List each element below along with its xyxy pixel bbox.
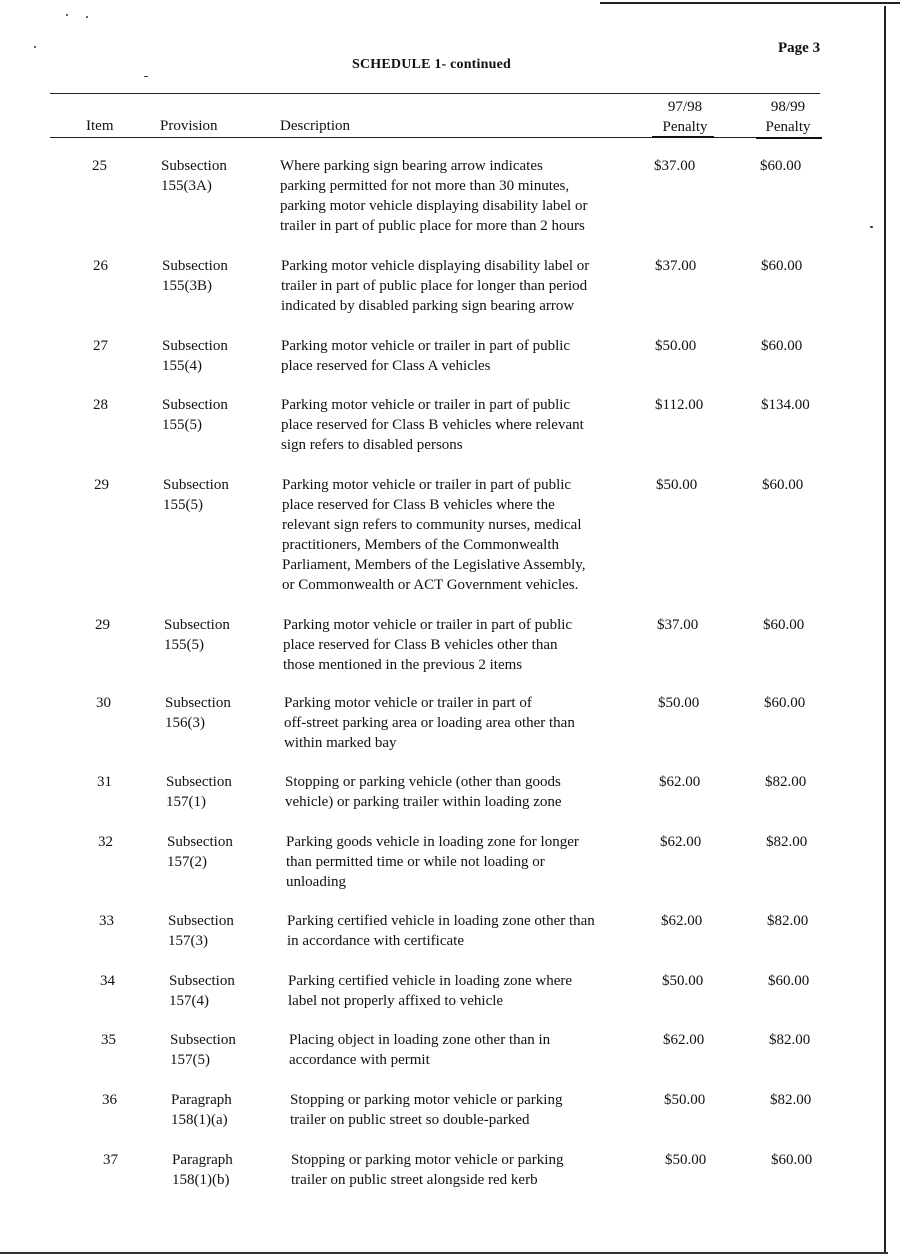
row-item-number: 26 bbox=[93, 258, 108, 274]
provision-line: Subsection bbox=[168, 913, 234, 929]
description-line: within marked bay bbox=[284, 735, 397, 751]
row-penalty-9899: $60.00 bbox=[763, 617, 805, 633]
row-provision bbox=[171, 1090, 281, 1130]
row-penalty-9899: $60.00 bbox=[771, 1152, 813, 1168]
description-line: Stopping or parking motor vehicle or parking bbox=[291, 1152, 564, 1168]
penalty-9899-label: Penalty bbox=[765, 119, 811, 135]
row-description bbox=[288, 971, 633, 1011]
row-item-number: 30 bbox=[96, 695, 111, 711]
row-item-number: 35 bbox=[101, 1032, 116, 1048]
row-provision bbox=[162, 395, 272, 435]
provision-line: Subsection bbox=[167, 834, 233, 850]
row-penalty-9899: $82.00 bbox=[769, 1032, 811, 1048]
schedule-title: SCHEDULE 1- continued bbox=[352, 57, 512, 72]
row-penalty-9899: $82.00 bbox=[767, 913, 809, 929]
provision-line: 157(1) bbox=[166, 794, 206, 810]
row-penalty-9798: $50.00 bbox=[655, 338, 697, 354]
provision-line: 157(3) bbox=[168, 933, 208, 949]
penalty-9899-underline bbox=[756, 137, 822, 139]
row-provision bbox=[168, 911, 278, 951]
scan-speck bbox=[144, 76, 148, 77]
row-provision bbox=[167, 832, 277, 872]
row-penalty-9899: $82.00 bbox=[765, 774, 807, 790]
row-penalty-9798: $50.00 bbox=[664, 1092, 706, 1108]
provision-line: 155(5) bbox=[164, 637, 204, 653]
provision-line: 155(5) bbox=[162, 417, 202, 433]
description-line: parking permitted for not more than 30 minutes, bbox=[280, 178, 570, 194]
row-item-number: 29 bbox=[95, 617, 110, 633]
row-penalty-9798: $50.00 bbox=[662, 973, 704, 989]
provision-line: 155(4) bbox=[162, 358, 202, 374]
row-item-number: 32 bbox=[98, 834, 113, 850]
provision-line: Paragraph bbox=[172, 1152, 233, 1168]
description-line: indicated by disabled parking sign bearing arrow bbox=[281, 298, 575, 314]
description-line: practitioners, Members of the Commonwealth bbox=[282, 537, 560, 553]
provision-line: 155(3A) bbox=[161, 178, 212, 194]
row-provision bbox=[161, 156, 271, 196]
description-line: Parking motor vehicle or trailer in part of public bbox=[281, 397, 571, 413]
description-line: vehicle) or parking trailer within loading zone bbox=[285, 794, 562, 810]
scan-speck bbox=[66, 14, 68, 16]
row-penalty-9798: $62.00 bbox=[660, 834, 702, 850]
row-description bbox=[280, 156, 625, 236]
description-line: trailer on public street alongside red kerb bbox=[291, 1172, 538, 1188]
penalty-9798-year: 97/98 bbox=[667, 99, 703, 115]
row-description bbox=[287, 911, 632, 951]
description-line: Parking motor vehicle displaying disability label or bbox=[281, 258, 590, 274]
provision-line: Subsection bbox=[162, 338, 228, 354]
description-line: Parliament, Members of the Legislative Assembly, bbox=[282, 557, 586, 573]
provision-line: Subsection bbox=[170, 1032, 236, 1048]
row-penalty-9899: $82.00 bbox=[766, 834, 808, 850]
description-line: Stopping or parking vehicle (other than goods bbox=[285, 774, 561, 790]
description-line: Parking motor vehicle or trailer in part of public bbox=[283, 617, 573, 633]
row-provision bbox=[166, 772, 276, 812]
provision-line: Subsection bbox=[165, 695, 231, 711]
row-penalty-9899: $60.00 bbox=[764, 695, 806, 711]
row-description bbox=[284, 693, 629, 753]
description-line: Where parking sign bearing arrow indicates bbox=[280, 158, 543, 174]
scan-speck bbox=[86, 16, 88, 18]
row-penalty-9798: $37.00 bbox=[657, 617, 699, 633]
row-item-number: 34 bbox=[100, 973, 115, 989]
row-penalty-9798: $37.00 bbox=[655, 258, 697, 274]
description-line: trailer in part of public place for longer than period bbox=[281, 278, 588, 294]
description-line: place reserved for Class B vehicles where relevant bbox=[281, 417, 584, 433]
row-penalty-9899: $60.00 bbox=[762, 477, 804, 493]
provision-line: Subsection bbox=[166, 774, 232, 790]
description-line: or Commonwealth or ACT Government vehicles. bbox=[282, 577, 579, 593]
description-line: Parking certified vehicle in loading zone where bbox=[288, 973, 573, 989]
row-penalty-9798: $62.00 bbox=[663, 1032, 705, 1048]
row-provision bbox=[163, 475, 273, 515]
row-description bbox=[285, 772, 630, 812]
page-number: Page 3 bbox=[778, 40, 821, 56]
row-item-number: 31 bbox=[97, 774, 112, 790]
row-description bbox=[282, 475, 627, 595]
row-penalty-9899: $60.00 bbox=[761, 258, 803, 274]
header-top-rule bbox=[50, 93, 820, 94]
row-penalty-9899: $60.00 bbox=[760, 158, 802, 174]
row-provision bbox=[164, 615, 274, 655]
description-line: relevant sign refers to community nurses, medical bbox=[282, 517, 582, 533]
row-description bbox=[290, 1090, 635, 1130]
row-penalty-9798: $37.00 bbox=[654, 158, 696, 174]
row-penalty-9899: $134.00 bbox=[761, 397, 810, 413]
row-item-number: 37 bbox=[103, 1152, 118, 1168]
description-line: parking motor vehicle displaying disability label or bbox=[280, 198, 588, 214]
row-provision bbox=[170, 1030, 280, 1070]
row-description bbox=[291, 1150, 636, 1190]
row-penalty-9899: $60.00 bbox=[768, 973, 810, 989]
description-line: in accordance with certificate bbox=[287, 933, 464, 949]
description-line: Parking certified vehicle in loading zone other than bbox=[287, 913, 595, 929]
penalty-9899-year: 98/99 bbox=[770, 99, 806, 115]
description-line: than permitted time or while not loading or bbox=[286, 854, 545, 870]
column-header-description: Description bbox=[280, 118, 350, 134]
description-line: those mentioned in the previous 2 items bbox=[283, 657, 523, 673]
row-item-number: 36 bbox=[102, 1092, 117, 1108]
provision-line: Subsection bbox=[164, 617, 230, 633]
description-line: Parking motor vehicle or trailer in part of bbox=[284, 695, 532, 711]
row-description bbox=[281, 336, 626, 376]
row-description bbox=[289, 1030, 634, 1070]
row-item-number: 27 bbox=[93, 338, 108, 354]
row-provision bbox=[172, 1150, 282, 1190]
row-item-number: 33 bbox=[99, 913, 114, 929]
scan-speck bbox=[870, 226, 873, 228]
description-line: place reserved for Class B vehicles where the bbox=[282, 497, 555, 513]
row-provision bbox=[169, 971, 279, 1011]
row-penalty-9899: $60.00 bbox=[761, 338, 803, 354]
penalty-9798-underline bbox=[652, 136, 714, 138]
row-description bbox=[283, 615, 628, 675]
description-line: Parking motor vehicle or trailer in part of public bbox=[282, 477, 572, 493]
description-line: accordance with permit bbox=[289, 1052, 430, 1068]
provision-line: Paragraph bbox=[171, 1092, 232, 1108]
description-line: trailer in part of public place for more than 2 hours bbox=[280, 218, 585, 234]
row-description bbox=[281, 395, 626, 455]
provision-line: Subsection bbox=[161, 158, 227, 174]
scan-edge-bottom bbox=[0, 1252, 888, 1254]
scan-edge-right bbox=[884, 6, 886, 1254]
provision-line: Subsection bbox=[169, 973, 235, 989]
penalty-9798-label: Penalty bbox=[662, 119, 708, 135]
row-penalty-9798: $50.00 bbox=[658, 695, 700, 711]
row-penalty-9798: $50.00 bbox=[665, 1152, 707, 1168]
row-item-number: 29 bbox=[94, 477, 109, 493]
column-header-item: Item bbox=[86, 118, 114, 134]
scan-edge-top bbox=[600, 2, 900, 4]
row-item-number: 25 bbox=[92, 158, 107, 174]
provision-line: 157(5) bbox=[170, 1052, 210, 1068]
row-provision bbox=[162, 336, 272, 376]
column-header-penalty-9899 bbox=[752, 97, 824, 137]
description-line: Parking motor vehicle or trailer in part of public bbox=[281, 338, 571, 354]
provision-line: Subsection bbox=[162, 258, 228, 274]
row-item-number: 28 bbox=[93, 397, 108, 413]
row-penalty-9798: $112.00 bbox=[655, 397, 704, 413]
provision-line: Subsection bbox=[163, 477, 229, 493]
description-line: Parking goods vehicle in loading zone for longer bbox=[286, 834, 579, 850]
description-line: unloading bbox=[286, 874, 346, 890]
description-line: Placing object in loading zone other than in bbox=[289, 1032, 551, 1048]
provision-line: 155(3B) bbox=[162, 278, 212, 294]
provision-line: 155(5) bbox=[163, 497, 203, 513]
description-line: trailer on public street so double-parked bbox=[290, 1112, 530, 1128]
description-line: Stopping or parking motor vehicle or parking bbox=[290, 1092, 563, 1108]
scan-speck bbox=[34, 46, 36, 48]
column-header-provision: Provision bbox=[160, 118, 218, 134]
provision-line: 158(1)(a) bbox=[171, 1112, 228, 1128]
provision-line: Subsection bbox=[162, 397, 228, 413]
row-provision bbox=[162, 256, 272, 296]
row-penalty-9798: $62.00 bbox=[661, 913, 703, 929]
row-penalty-9798: $62.00 bbox=[659, 774, 701, 790]
description-line: place reserved for Class B vehicles other than bbox=[283, 637, 558, 653]
description-line: sign refers to disabled persons bbox=[281, 437, 463, 453]
description-line: label not properly affixed to vehicle bbox=[288, 993, 504, 1009]
description-line: place reserved for Class A vehicles bbox=[281, 358, 491, 374]
row-provision bbox=[165, 693, 275, 733]
row-penalty-9798: $50.00 bbox=[656, 477, 698, 493]
row-penalty-9899: $82.00 bbox=[770, 1092, 812, 1108]
column-header-penalty-9798 bbox=[650, 97, 720, 137]
row-description bbox=[281, 256, 626, 316]
row-description bbox=[286, 832, 631, 892]
provision-line: 157(2) bbox=[167, 854, 207, 870]
provision-line: 158(1)(b) bbox=[172, 1172, 230, 1188]
provision-line: 156(3) bbox=[165, 715, 205, 731]
provision-line: 157(4) bbox=[169, 993, 209, 1009]
description-line: off-street parking area or loading area other than bbox=[284, 715, 575, 731]
